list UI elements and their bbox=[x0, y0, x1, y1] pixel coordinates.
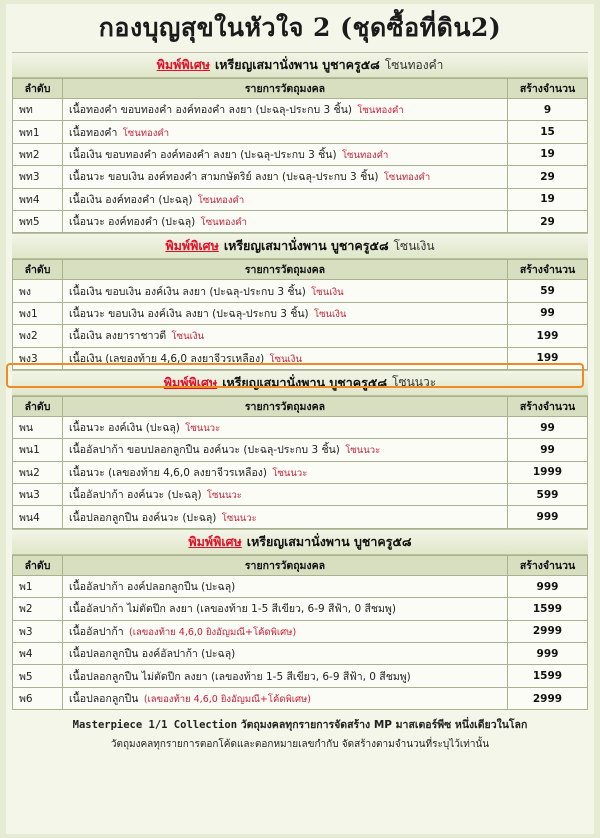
item-description-cell bbox=[63, 575, 508, 597]
item-description: เนื้อทองคำ ขอบทองคำ องค์ทองคำ ลงยา (ปะฉลุ-ประกบ 3 ชิ้น) bbox=[69, 104, 352, 117]
table-row bbox=[13, 166, 588, 188]
item-hint: (เลของท้าย 4,6,0 ยิงอัญมณี+โค้ดพิเศษ) bbox=[143, 694, 311, 705]
item-description: เนื้อปลอกลูกปืน ไม่ตัดปีก ลงยา (เลของท้าย 1-5 สีเขียว, 6-9 สีฟ้า, 0 สีชมพู) bbox=[69, 670, 411, 683]
item-description: เนื้อเงิน ขอบทองคำ องค์ทองคำ ลงยา (ปะฉลุ-ประกบ 3 ชิ้น) bbox=[69, 148, 337, 161]
item-description-cell bbox=[63, 99, 508, 121]
special-label: พิมพ์พิเศษ bbox=[156, 57, 211, 72]
col-header-description: รายการวัตถุมงคล bbox=[63, 260, 508, 280]
item-count: 99 bbox=[508, 439, 588, 461]
item-description-cell bbox=[63, 439, 508, 461]
item-description-cell bbox=[63, 598, 508, 620]
item-description: เนื้อเงิน (เลของท้าย 4,6,0 ลงยาจีวรเหลือง) bbox=[69, 352, 265, 365]
item-code: พท2 bbox=[13, 143, 63, 165]
item-hint: โซนนวะ bbox=[221, 512, 257, 524]
section bbox=[12, 233, 588, 370]
special-label: พิมพ์พิเศษ bbox=[163, 374, 218, 390]
item-count: 99 bbox=[508, 416, 588, 438]
zone-label: โซนทองคำ bbox=[384, 57, 444, 72]
item-count: 19 bbox=[508, 143, 588, 165]
section-title: เหรียญเสมานั่งพาน บูชาครู๕๘ bbox=[246, 533, 412, 549]
footer-line-1 bbox=[12, 716, 588, 733]
item-description: เนื้อทองคำ bbox=[69, 126, 118, 139]
item-description: เนื้อนวะ ขอบเงิน องค์ทองคำ สามกษัตริย์ ลงยา (ปะฉลุ-ประกบ 3 ชิ้น) bbox=[69, 171, 379, 184]
item-code: พน3 bbox=[13, 484, 63, 506]
zone-label: โซนเงิน bbox=[393, 238, 435, 253]
col-header-count: สร้างจำนวน bbox=[508, 79, 588, 99]
item-description: เนื้ออัลปาก้า bbox=[69, 625, 124, 638]
section-header bbox=[12, 370, 588, 396]
item-description: เนื้ออัลปาก้า ขอบปลอกลูกปืน องค์นวะ (ปะฉลุ-ประกบ 3 ชิ้น) bbox=[69, 444, 340, 457]
col-header-description: รายการวัตถุมงคล bbox=[63, 555, 508, 575]
item-code: พท1 bbox=[13, 121, 63, 143]
item-description-cell bbox=[63, 620, 508, 642]
item-description-cell bbox=[63, 506, 508, 528]
item-hint: โซนเงิน bbox=[171, 331, 204, 343]
table-header-row bbox=[13, 260, 588, 280]
item-count: 29 bbox=[508, 210, 588, 232]
table-row bbox=[13, 506, 588, 528]
item-description-cell bbox=[63, 665, 508, 687]
item-description: เนื้อปลอกลูกปืน องค์นวะ (ปะฉลุ) bbox=[69, 511, 217, 524]
item-count: 999 bbox=[508, 506, 588, 528]
item-code: พ4 bbox=[13, 643, 63, 665]
footer-brand: Masterpiece 1/1 Collection bbox=[72, 719, 238, 732]
item-description: เนื้อนวะ องค์เงิน (ปะฉลุ) bbox=[69, 422, 180, 435]
table-row bbox=[13, 665, 588, 687]
item-description-cell bbox=[63, 210, 508, 232]
item-count: 599 bbox=[508, 484, 588, 506]
item-count: 1599 bbox=[508, 598, 588, 620]
col-header-count: สร้างจำนวน bbox=[508, 555, 588, 575]
item-hint: โซนทองคำ bbox=[357, 105, 404, 117]
item-count: 999 bbox=[508, 643, 588, 665]
item-description-cell bbox=[63, 643, 508, 665]
table-row bbox=[13, 620, 588, 642]
section-title: เหรียญเสมานั่งพาน บูชาครู๕๘ bbox=[215, 57, 380, 72]
col-header-code: ลำดับ bbox=[13, 260, 63, 280]
table-row bbox=[13, 598, 588, 620]
table-row bbox=[13, 575, 588, 597]
item-hint: โซนทองคำ bbox=[383, 172, 431, 184]
item-description-cell bbox=[63, 166, 508, 188]
item-description: เนื้อนวะ องค์ทองคำ (ปะฉลุ) bbox=[69, 216, 196, 229]
table-row bbox=[13, 439, 588, 461]
item-code: พน bbox=[13, 416, 63, 438]
item-code: พท5 bbox=[13, 210, 63, 232]
col-header-description: รายการวัตถุมงคล bbox=[63, 396, 508, 416]
item-description: เนื้ออัลปาก้า ไม่ตัดปีก ลงยา (เลของท้าย 1-5 สีเขียว, 6-9 สีฟ้า, 0 สีชมพู) bbox=[69, 603, 396, 616]
section-header bbox=[12, 529, 588, 555]
item-code: พง1 bbox=[13, 302, 63, 324]
item-description: เนื้อปลอกลูกปืน bbox=[69, 693, 139, 705]
item-hint: โซนนวะ bbox=[185, 423, 221, 435]
item-code: พง bbox=[13, 280, 63, 302]
col-header-count: สร้างจำนวน bbox=[508, 396, 588, 416]
item-count: 9 bbox=[508, 99, 588, 121]
table-row bbox=[13, 143, 588, 165]
item-code: พน4 bbox=[13, 506, 63, 528]
item-code: พ2 bbox=[13, 598, 63, 620]
items-table bbox=[12, 78, 588, 233]
section bbox=[12, 529, 588, 710]
item-count: 199 bbox=[508, 347, 588, 369]
table-row bbox=[13, 280, 588, 302]
footer-line-1-text: วัตถุมงคลทุกรายการจัดสร้าง MP มาสเตอร์พีซ หนึ่งเดียวในโลก bbox=[240, 719, 528, 732]
items-table bbox=[12, 555, 588, 710]
item-count: 1999 bbox=[508, 461, 588, 483]
item-code: พท4 bbox=[13, 188, 63, 210]
section-header bbox=[12, 233, 588, 259]
col-header-code: ลำดับ bbox=[13, 555, 63, 575]
item-hint: โซนนวะ bbox=[345, 445, 381, 457]
item-description-cell bbox=[63, 302, 508, 324]
item-description-cell bbox=[63, 461, 508, 483]
item-description: เนื้อนวะ (เลของท้าย 4,6,0 ลงยาจีวรเหลือง) bbox=[69, 466, 267, 479]
col-header-count: สร้างจำนวน bbox=[508, 260, 588, 280]
item-hint: โซนเงิน bbox=[311, 286, 344, 298]
item-description: เนื้อนวะ ขอบเงิน องค์เงิน ลงยา (ปะฉลุ-ประกบ 3 ชิ้น) bbox=[69, 307, 309, 320]
item-description: เนื้ออัลปาก้า องค์ปลอกลูกปืน (ปะฉลุ) bbox=[69, 581, 236, 594]
item-count: 15 bbox=[508, 121, 588, 143]
zone-label: โซนนวะ bbox=[392, 375, 437, 390]
table-row bbox=[13, 302, 588, 324]
item-description-cell bbox=[63, 416, 508, 438]
special-label: พิมพ์พิเศษ bbox=[188, 533, 242, 549]
item-code: พน1 bbox=[13, 439, 63, 461]
section bbox=[12, 52, 588, 233]
item-code: พง2 bbox=[13, 325, 63, 347]
item-count: 2999 bbox=[508, 620, 588, 642]
item-description-cell bbox=[63, 143, 508, 165]
item-code: พท bbox=[13, 99, 63, 121]
item-hint: โซนทองคำ bbox=[341, 149, 389, 161]
table-row bbox=[13, 484, 588, 506]
table-row bbox=[13, 687, 588, 709]
item-hint: โซนเงิน bbox=[313, 308, 347, 320]
item-description: เนื้อเงิน องค์ทองคำ (ปะฉลุ) bbox=[69, 193, 193, 206]
item-description-cell bbox=[63, 280, 508, 302]
item-code: พ6 bbox=[13, 687, 63, 709]
item-description: เนื้อปลอกลูกปืน องค์อัลปาก้า (ปะฉลุ) bbox=[69, 648, 236, 661]
item-count: 59 bbox=[508, 280, 588, 302]
table-row bbox=[13, 347, 588, 369]
table-row bbox=[13, 325, 588, 347]
item-count: 19 bbox=[508, 188, 588, 210]
item-count: 199 bbox=[508, 325, 588, 347]
table-row bbox=[13, 416, 588, 438]
table-row bbox=[13, 643, 588, 665]
section-title: เหรียญเสมานั่งพาน บูชาครู๕๘ bbox=[222, 374, 387, 390]
item-description: เนื้ออัลปาก้า องค์นวะ (ปะฉลุ) bbox=[69, 489, 202, 502]
special-label: พิมพ์พิเศษ bbox=[165, 238, 219, 254]
item-count: 999 bbox=[508, 575, 588, 597]
item-description-cell bbox=[63, 121, 508, 143]
item-code: พ5 bbox=[13, 665, 63, 687]
sections-container bbox=[6, 52, 594, 710]
item-description-cell bbox=[63, 484, 508, 506]
item-hint: โซนทองคำ bbox=[197, 194, 245, 206]
item-hint: โซนเงิน bbox=[269, 353, 302, 365]
col-header-description: รายการวัตถุมงคล bbox=[63, 79, 508, 99]
item-description-cell bbox=[63, 347, 508, 369]
items-table bbox=[12, 396, 588, 529]
item-code: พน2 bbox=[13, 461, 63, 483]
item-description-cell bbox=[63, 325, 508, 347]
items-table bbox=[12, 259, 588, 370]
table-row bbox=[13, 121, 588, 143]
section-title: เหรียญเสมานั่งพาน บูชาครู๕๘ bbox=[223, 238, 389, 254]
item-description: เนื้อเงิน ลงยาราชาวดี bbox=[69, 330, 167, 343]
section-header bbox=[12, 52, 588, 78]
item-count: 1599 bbox=[508, 665, 588, 687]
item-count: 99 bbox=[508, 302, 588, 324]
footer bbox=[12, 716, 588, 752]
item-count: 29 bbox=[508, 166, 588, 188]
price-list-page bbox=[6, 4, 594, 834]
item-hint: โซนนวะ bbox=[206, 490, 242, 502]
item-hint: โซนทองคำ bbox=[122, 127, 170, 139]
table-row bbox=[13, 461, 588, 483]
section bbox=[12, 370, 588, 529]
item-description-cell bbox=[63, 188, 508, 210]
table-header-row bbox=[13, 79, 588, 99]
item-description: เนื้อเงิน ขอบเงิน องค์เงิน ลงยา (ปะฉลุ-ประกบ 3 ชิ้น) bbox=[69, 285, 306, 298]
col-header-code: ลำดับ bbox=[13, 396, 63, 416]
item-code: พท3 bbox=[13, 166, 63, 188]
item-count: 2999 bbox=[508, 687, 588, 709]
col-header-code: ลำดับ bbox=[13, 79, 63, 99]
table-row bbox=[13, 210, 588, 232]
item-description-cell bbox=[63, 687, 508, 709]
table-row bbox=[13, 188, 588, 210]
table-header-row bbox=[13, 396, 588, 416]
item-code: พ1 bbox=[13, 575, 63, 597]
item-hint: (เลของท้าย 4,6,0 ยิงอัญมณี+โค้ดพิเศษ) bbox=[128, 626, 297, 638]
page-title: กองบุญสุขในหัวใจ 2 (ชุดซื้อที่ดิน2) bbox=[98, 13, 502, 42]
table-header-row bbox=[13, 555, 588, 575]
item-hint: โซนนวะ bbox=[272, 467, 308, 479]
footer-line-2: วัตถุมงคลทุกรายการตอกโค้ดและตอกหมายเลขกำกับ จัดสร้างตามจำนวนที่ระบุไว้เท่านั้น bbox=[110, 739, 490, 751]
item-code: พ3 bbox=[13, 620, 63, 642]
table-row bbox=[13, 99, 588, 121]
item-code: พง3 bbox=[13, 347, 63, 369]
item-hint: โซนทองคำ bbox=[200, 217, 247, 229]
